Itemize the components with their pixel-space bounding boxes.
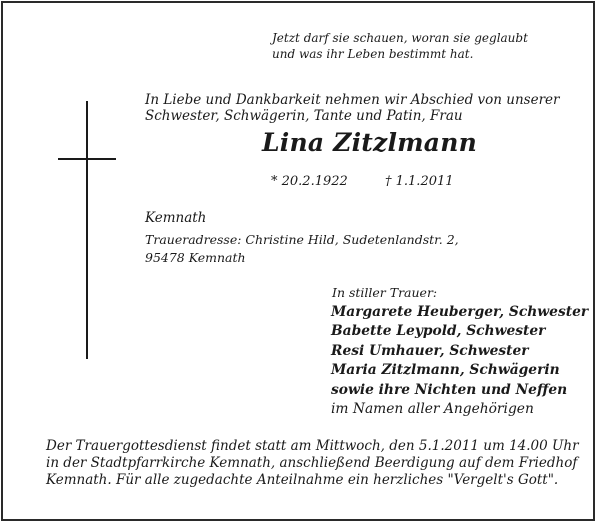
mourning-address [145,231,459,267]
motto-verse [272,30,528,62]
mourning-heading: In stiller Trauer: [332,285,438,300]
death-date: † 1.1.2011 [385,174,454,189]
place-name: Kemnath [145,210,207,226]
motto-line-1: Jetzt darf sie schauen, woran sie geglaubt [272,31,528,45]
service-line-1: Der Trauergottesdienst findet statt am Mittwoch, den 5.1.2011 um 14.00 Uhr [46,438,579,454]
address-line-2: 95478 Kemnath [145,250,246,265]
cross-icon [86,101,88,359]
intro-line-2: Schwester, Schwägerin, Tante und Patin, Frau [145,108,463,124]
motto-line-2: und was ihr Leben bestimmt hat. [272,47,474,61]
intro-text [145,92,559,124]
mourner-name: Resi Umhauer, Schwester [331,342,529,359]
mourners-closing: im Namen aller Angehörigen [331,401,534,418]
cross-icon-bar [58,158,116,160]
service-line-2: in der Stadtpfarrkirche Kemnath, anschließend Beerdigung auf dem Friedhof [46,455,578,471]
mourner-name: Margarete Heuberger, Schwester [331,304,589,320]
mourner-name: Maria Zitzlmann, Schwägerin [331,362,560,379]
mourner-name: Babette Leypold, Schwester [331,323,546,340]
deceased-name: Lina Zitzlmann [262,128,477,157]
service-line-3: Kemnath. Für alle zugedachte Anteilnahme ein herzliches "Vergelt's Gott". [46,472,559,488]
address-line-1: Traueradresse: Christine Hild, Sudetenlandstr. 2, [145,232,459,247]
mourner-name: sowie ihre Nichten und Neffen [331,381,568,398]
service-info [46,438,579,489]
mourners-list [331,303,588,419]
intro-line-1: In Liebe und Dankbarkeit nehmen wir Abschied von unserer [145,92,560,108]
birth-date: * 20.2.1922 [271,174,348,189]
